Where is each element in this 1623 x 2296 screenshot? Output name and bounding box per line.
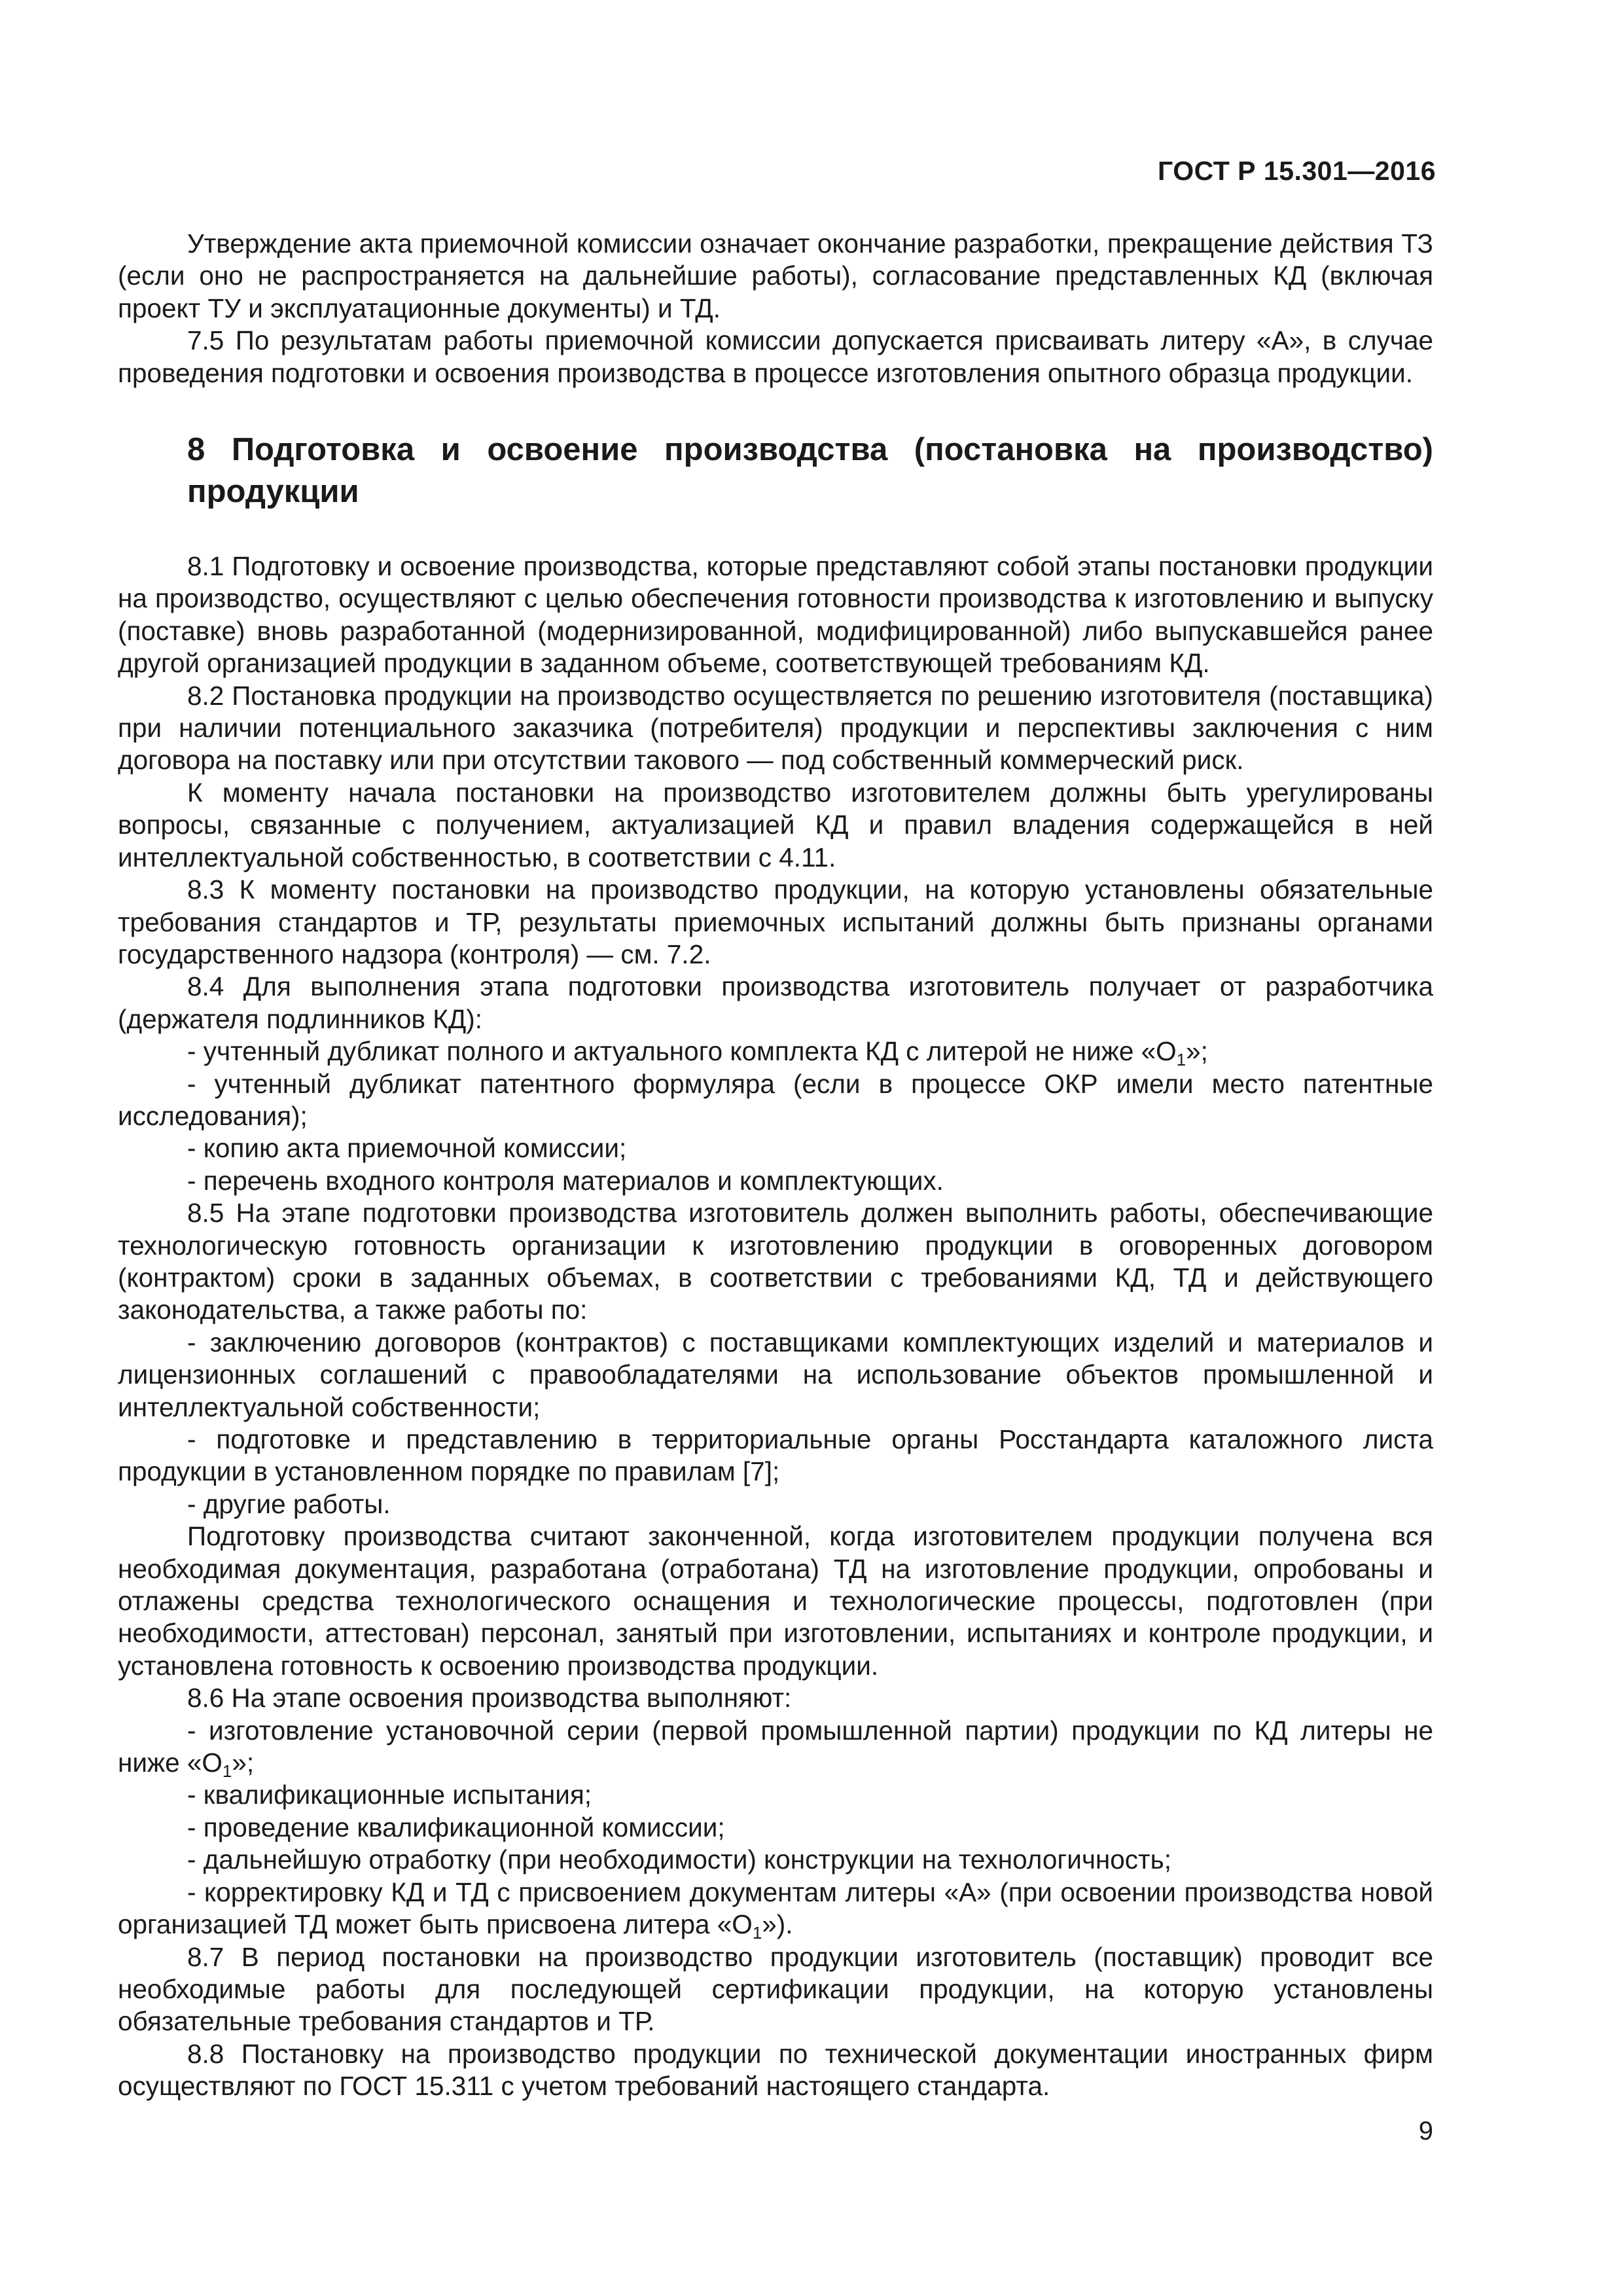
page-number: 9 (1418, 2117, 1433, 2145)
list-item: - учтенный дубликат полного и актуального комплекта КД с литерой не ниже «$О_1$»; (187, 1036, 1208, 1070)
paragraph: 8.7 В период постановки на производство продукции изготовитель (поставщик) проводит все необходимые работы для последующей сертификации продукции, на которую установлены обязательные требования стандартов и ТР. (118, 1941, 1433, 2037)
list-item: - перечень входного контроля материалов и комплектующих. (187, 1165, 944, 1196)
section-heading: 8 Подготовка и освоение производства (постановка на производство) продукции (187, 432, 1433, 510)
paragraph: 8.6 На этапе освоения производства выполняют: (187, 1683, 792, 1713)
paragraph: 8.8 Постановку на производство продукции по технической документации иностранных фирм осуществляют по ГОСТ 15.311 с учетом требований настоящего стандарта. (118, 2038, 1433, 2102)
paragraph: 7.5 По результатам работы приемочной комиссии допускается присваивать литеру «А», в случае проведения подготовки и освоения производства в процессе изготовления опытного образца продукции. (118, 325, 1433, 388)
paragraph: 8.1 Подготовку и освоение производства, которые представляют собой этапы постановки продукции на производство, осуществляют с целью обеспечения готовности производства к изготовлению и выпуску (поставке) вновь разработанной (модернизированной, модифицированной) либо выпускавшейся ранее другой организацией продукции в заданном объеме, соответствующей требованиям КД. (118, 551, 1433, 679)
paragraph: Утверждение акта приемочной комиссии означает окончание разработки, прекращение действия ТЗ (если оно не распространяется на дальнейшие работы), согласование представленных КД (включая проект ТУ и эксплуатационные документы) и ТД. (118, 228, 1433, 323)
paragraph: К моменту начала постановки на производство изготовителем должны быть урегулированы вопросы, связанные с получением, актуализацией КД и правил владения содержащейся в ней интеллектуальной собственностью, в соответствии с 4.11. (118, 777, 1433, 872)
paragraph: 8.3 К моменту постановки на производство продукции, на которую установлены обязательные требования стандартов и ТР, результаты приемочных испытаний должны быть признаны органами государственного надзора (контроля) — см. 7.2. (118, 874, 1433, 969)
list-item: - копию акта приемочной комиссии; (187, 1133, 627, 1164)
list-item: - учтенный дубликат патентного формуляра (если в процессе ОКР имели место патентные исследования); (118, 1068, 1433, 1131)
paragraph: 8.5 На этапе подготовки производства изготовитель должен выполнить работы, обеспечивающие технологическую готовность организации к изготовлению продукции в оговоренных договором (контрактом) сроки в заданных объемах, в соответствии с требованиями КД, ТД и действующего законодательства, а также работы по: (118, 1198, 1433, 1325)
paragraph: 8.4 Для выполнения этапа подготовки производства изготовитель получает от разработчика (держателя подлинников КД): (118, 971, 1433, 1034)
paragraph: 8.2 Постановка продукции на производство осуществляется по решению изготовителя (поставщика) при наличии потенциального заказчика (потребителя) продукции и перспективы заключения с ним договора на поставку или при отсутствии такового — под собственный коммерческий риск. (118, 680, 1433, 776)
document-body (118, 228, 1433, 2103)
list-item: - проведение квалификационной комиссии; (187, 1812, 725, 1842)
list-item: - подготовке и представлению в территориальные органы Росстандарта каталожного листа продукции в установленном порядке по правилам [7]; (118, 1424, 1433, 1487)
list-item: - квалификационные испытания; (187, 1780, 592, 1810)
document-code-header: ГОСТ Р 15.301—2016 (1158, 156, 1436, 186)
list-item: - изготовление установочной серии (первой промышленной партии) продукции по КД литеры не ниже «$О_1$»; (118, 1715, 1433, 1782)
list-item: - другие работы. (187, 1488, 391, 1519)
paragraph: Подготовку производства считают законченной, когда изготовителем продукции получена вся необходимая документация, разработана (отработана) ТД на изготовление продукции, опробованы и отлажены средства технологического оснащения и технологические процессы, подготовлен (при необходимости, аттестован) персонал, занятый при изготовлении, испытаниях и контроле продукции, и установлена готовность к освоению производства продукции. (118, 1521, 1433, 1681)
list-item: - дальнейшую отработку (при необходимости) конструкции на технологичность; (187, 1844, 1171, 1875)
list-item: - корректировку КД и ТД с присвоением документам литеры «А» (при освоении производства новой организацией ТД может быть присвоена литера «$О_1$»). (118, 1876, 1433, 1943)
list-item: - заключению договоров (контрактов) с поставщиками комплектующих изделий и материалов и лицензионных соглашений с правообладателями на использование объектов промышленной и интеллектуальной собственности; (118, 1327, 1433, 1422)
